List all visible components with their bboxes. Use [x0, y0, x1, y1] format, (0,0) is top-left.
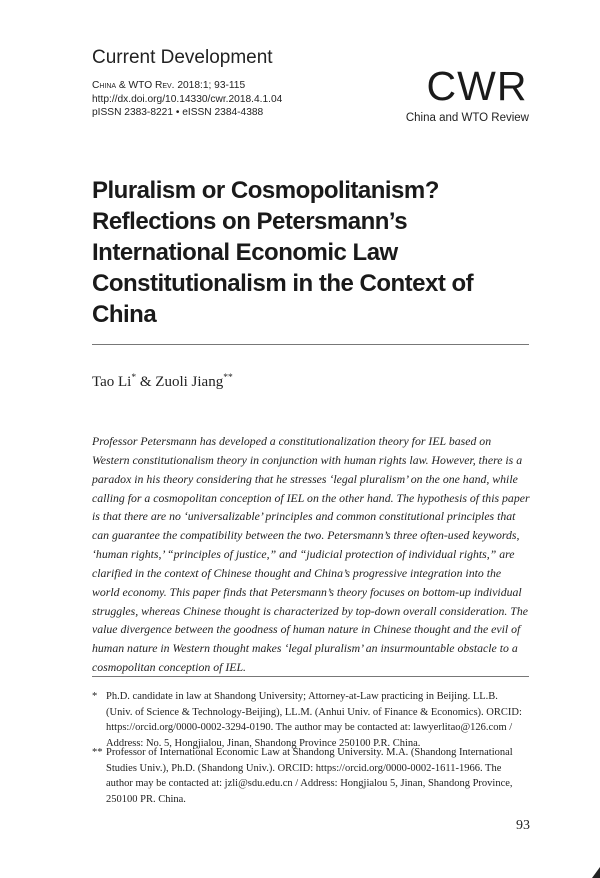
journal-abbrev-rev: Rev: [154, 80, 172, 91]
abstract-line: can guarantee the compatibility between the two. Petersmann’s three often-used keywords,: [92, 528, 520, 543]
title-line: China: [92, 301, 157, 328]
footnote-line: (Univ. of Science & Technology-Beijing), LL.M. (Anhui Univ. of Finance & Economics). ORCID:: [106, 706, 522, 718]
footnote: [92, 689, 532, 751]
footnote-line: Address: No. 5, Hongjialou, Jinan, Shandong Province 250100 P.R. China.: [106, 737, 421, 749]
journal-abbrev-prefix: China: [92, 80, 117, 91]
footnote-mark: *: [92, 691, 98, 702]
page-corner-mark: [592, 867, 600, 878]
author-line: [92, 374, 233, 391]
journal-logo: CWR: [426, 63, 528, 109]
title-line: Pluralism or Cosmopolitanism?: [92, 177, 439, 204]
section-label: Current Development: [92, 47, 273, 68]
author-joiner: &: [136, 374, 156, 390]
title-line: Constitutionalism in the Context of: [92, 270, 474, 297]
footnote-marker[interactable]: **: [223, 373, 233, 383]
abstract-line: paradox in his theory considering that he stresses ‘legal pluralism’ on the one hand, while: [92, 471, 518, 486]
journal-abbrev-middle: & WTO: [116, 80, 155, 91]
title-line: Reflections on Petersmann’s: [92, 208, 408, 235]
page-number: 93: [516, 818, 530, 833]
author-name: Tao Li: [92, 374, 132, 390]
journal-citation: [92, 79, 282, 93]
article-title: [92, 175, 532, 330]
abstract-line: Western constitutionalism theory in conjunction with human rights law. However, there is a: [92, 452, 523, 467]
footnote-line: https://orcid.org/0000-0002-3294-0190. The author may be contacted at: lawyerlitao@126.com /: [106, 722, 513, 734]
footnote-line: Studies Univ.), Ph.D. (Shandong Univ.). ORCID: https://orcid.org/0000-0002-1611-1966. The: [106, 762, 502, 774]
abstract-line: human nature in Western thought makes ‘legal pluralism’ an insurmountable obstacle to a: [92, 641, 518, 656]
footnote-marker[interactable]: *: [131, 373, 137, 383]
abstract: [92, 432, 529, 677]
title-divider: [92, 344, 529, 345]
footnote-divider: [92, 676, 529, 677]
abstract-line: is that there are no ‘universalizable’ principles and common constitutional principles that: [92, 509, 516, 524]
journal-citation-tail: . 2018:1; 93-115: [171, 80, 246, 91]
doi-link[interactable]: http://dx.doi.org/10.14330/cwr.2018.4.1.04: [92, 93, 283, 105]
abstract-line: cosmopolitan conception of IEL.: [92, 660, 246, 675]
footnote-line: author may be contacted at: jzli@sdu.edu.cn / Address: Hongjialou 5, Jinan, Shandong Province,: [106, 778, 513, 790]
abstract-line: value divergence between the goodness of human nature in Chinese thought and the evil of: [92, 622, 521, 637]
footnote-text: [106, 745, 532, 807]
footnote-line: Professor of International Economic Law at Shandong University. M.A. (Shandong International: [106, 747, 513, 758]
issn-line: pISSN 2383-8221 • eISSN 2384-4388: [92, 107, 264, 118]
footnote: [92, 745, 532, 807]
footnote-text: [106, 689, 532, 751]
title-line: International Economic Law: [92, 239, 398, 266]
abstract-line: Professor Petersmann has developed a constitutionalization theory for IEL based on: [92, 434, 492, 448]
abstract-line: ‘human rights,’ “principles of justice,” and “judicial protection of individual rights,” are: [92, 547, 515, 562]
abstract-line: clarified in the context of Chinese thought and China’s progressive integration into the: [92, 565, 502, 580]
abstract-line: calling for a cosmopolitan conception of IEL on the other hand. The hypothesis of this paper: [92, 490, 530, 505]
abstract-line: struggles, whereas Chinese thought is characterized by top-down overall consideration. The: [92, 603, 529, 618]
footnote-line: Ph.D. candidate in law at Shandong University; Attorney-at-Law practicing in Beijing. LL.B.: [106, 691, 498, 702]
journal-name: China and WTO Review: [405, 112, 529, 124]
footnote-mark: **: [92, 747, 103, 758]
citation-block: [92, 79, 282, 120]
author-name: Zuoli Jiang: [155, 374, 224, 390]
footnote-line: 250100 PR. China.: [106, 793, 186, 805]
abstract-line: world economy. This paper finds that Petersmann’s theory focuses on bottom-up individual: [92, 584, 522, 599]
